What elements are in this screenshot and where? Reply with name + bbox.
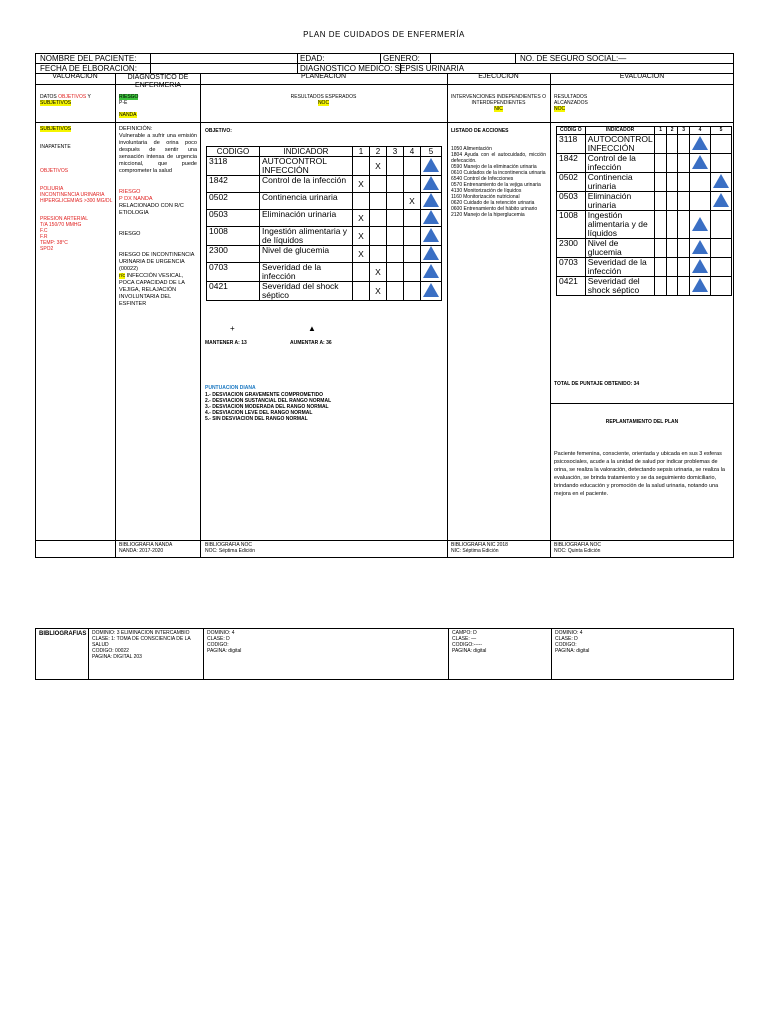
- code-cell: 1008: [557, 211, 586, 239]
- indicator-cell: Eliminación urinaria: [585, 192, 655, 211]
- patient-name-label: NOMBRE DEL PACIENTE:: [40, 54, 137, 63]
- score-cell: [666, 135, 678, 154]
- code-cell: 3118: [557, 135, 586, 154]
- score-cell: [387, 227, 404, 246]
- table-row: [207, 193, 442, 210]
- score-cell: X: [404, 193, 421, 210]
- score-cell: [387, 193, 404, 210]
- evaluacion-table: [556, 126, 732, 296]
- biblio-col2: DOMINIO: 4 CLASE: D CODIGO: PAGINA: digital: [207, 630, 242, 654]
- objetivo-label: OBJETIVO:: [205, 128, 232, 134]
- score-cell: [710, 277, 731, 296]
- triangle-marker: [423, 283, 439, 297]
- paciente-text: Paciente femenina, consciente, orientada y ubicada en sus 3 esferas psicosociales, acude a la unidad de salud por indicar problemas de orina, se realiza la valoración, detectando sepsis urinaria, se realiza la evaluación, se brinda tratamiento y se da seguimiento domiciliario, brindando educación y promoción de la salud urinaria, notando una mejora en el paciente.: [554, 451, 725, 497]
- table-row: [207, 210, 442, 227]
- score-cell: [666, 173, 678, 192]
- indicator-cell: Severidad de la infección: [260, 263, 353, 282]
- score-cell: [353, 263, 370, 282]
- table-row: [207, 227, 442, 246]
- score-cell: [689, 277, 710, 296]
- col-evaluacion: EVALUACION: [619, 73, 665, 80]
- col-diagnostico: DIAGNOSTICO DE ENFERMERIA: [127, 74, 189, 89]
- arrow-symbol: ▲: [308, 324, 316, 333]
- table-header-cell: 2: [666, 127, 678, 135]
- score-cell: [421, 246, 442, 263]
- code-cell: 0502: [207, 193, 260, 210]
- footer-nanda: BIBLIOGRAFIA NANDA NANDA: 2017-2020: [119, 542, 173, 554]
- scale-item: 5.- SIN DESVIACION DEL RANGO NORMAL: [205, 416, 308, 422]
- indicator-cell: Eliminación urinaria: [260, 210, 353, 227]
- accion-item: 2120 Manejo de la hiperglucemia: [451, 212, 525, 218]
- plus-symbol: +: [230, 324, 235, 333]
- score-cell: X: [353, 246, 370, 263]
- mantener-label: MANTENER A: 13: [205, 340, 247, 346]
- table-row: [557, 154, 732, 173]
- intervenciones: INTERVENCIONES INDEPENDIENTES O INTERDEPENDIENTES NIC: [451, 94, 546, 112]
- table-row: [557, 258, 732, 277]
- indicator-cell: Severidad de la infección: [585, 258, 655, 277]
- indicator-cell: AUTOCONTROL INFECCIÓN: [585, 135, 655, 154]
- elab-date-label: FECHA DE ELBORACION:: [40, 64, 137, 73]
- indicator-cell: Ingestión alimentaria y de líquidos: [260, 227, 353, 246]
- score-cell: [421, 227, 442, 246]
- insurance-label: NO. DE SEGURO SOCIAL:—: [520, 54, 627, 63]
- triangle-marker: [423, 210, 439, 224]
- accion-item: 4130 Monitorización de líquidos: [451, 188, 522, 194]
- score-cell: [404, 227, 421, 246]
- score-cell: X: [353, 210, 370, 227]
- table-header-cell: 3: [678, 127, 690, 135]
- triangle-marker: [713, 174, 729, 188]
- table-header-cell: INDICADOR: [585, 127, 655, 135]
- footer-noc: BIBLIOGRAFIA NOC NOC: Séptima Edición: [205, 542, 256, 554]
- aumentar-label: AUMENTAR A: 36: [290, 340, 332, 346]
- score-cell: [655, 173, 667, 192]
- page-title: PLAN DE CUIDADOS DE ENFERMERÍA: [303, 30, 465, 39]
- score-cell: [710, 258, 731, 277]
- code-cell: 3118: [207, 157, 260, 176]
- table-row: [557, 173, 732, 192]
- score-cell: [404, 282, 421, 301]
- table-row: [557, 211, 732, 239]
- indicator-cell: Nivel de glucemia: [585, 239, 655, 258]
- score-cell: [655, 135, 667, 154]
- code-cell: 0503: [557, 192, 586, 211]
- triangle-marker: [692, 136, 708, 150]
- replanteamiento: REPLANTAMIENTO DEL PLAN: [605, 419, 679, 425]
- score-cell: [421, 282, 442, 301]
- table-header-cell: 1: [353, 147, 370, 157]
- indicator-cell: Severidad del shock séptico: [260, 282, 353, 301]
- triangle-marker: [423, 264, 439, 278]
- diagnostico-content: DEFINICIÓN: Vulnerable a sufrir una emisión involuntaria de orina poco después de sentir una sensación intensa de urgencia miccional, que puede comprometer la salud RIESGO P DX NANDA RELACIONADO CON R/C ETIOLOGIA RIESGO RIESGO DE INCONTINENCIA URINARIA DE URGENCIA (00022) r/c INFECCIÓN VESICAL, POCA CAPACIDAD DE LA VEJIGA, RELAJACIÓN INVOLUNTARIA DEL ESFINTER: [119, 126, 197, 307]
- score-cell: [404, 246, 421, 263]
- score-cell: [689, 258, 710, 277]
- score-cell: [689, 239, 710, 258]
- res-esperados: RESULTADOS ESPERADOS NOC: [290, 94, 357, 106]
- total-puntaje: TOTAL DE PUNTAJE OBTENIDO: 34: [554, 381, 640, 387]
- score-cell: [387, 282, 404, 301]
- score-cell: [678, 211, 690, 239]
- accion-item: 0600 Entrenamiento del hábito urinario: [451, 206, 538, 212]
- score-cell: [655, 154, 667, 173]
- table-row: [557, 277, 732, 296]
- triangle-marker: [423, 158, 439, 172]
- scale-item: 2.- DESVIACION SUSTANCIAL DEL RANGO NORMAL: [205, 398, 332, 404]
- triangle-marker: [423, 193, 439, 207]
- score-cell: [678, 135, 690, 154]
- indicator-cell: Continencia urinaria: [585, 173, 655, 192]
- table-row: [557, 192, 732, 211]
- score-cell: [421, 157, 442, 176]
- score-cell: [353, 157, 370, 176]
- gender-label: GENERO:: [383, 54, 420, 63]
- scale-list: [205, 392, 445, 422]
- score-cell: [421, 263, 442, 282]
- triangle-marker: [692, 155, 708, 169]
- table-header-cell: 5: [710, 127, 731, 135]
- score-cell: [678, 277, 690, 296]
- indicator-cell: Control de la infección: [260, 176, 353, 193]
- score-cell: [421, 210, 442, 227]
- col-valoracion: VALORACION: [52, 73, 98, 80]
- table-header-cell: 3: [387, 147, 404, 157]
- score-cell: [710, 173, 731, 192]
- score-cell: [666, 154, 678, 173]
- scale-item: 4.- DESVIACION LEVE DEL RANGO NORMAL: [205, 410, 313, 416]
- code-cell: 0502: [557, 173, 586, 192]
- accion-item: 1050 Alimentación: [451, 146, 492, 152]
- code-cell: 2300: [207, 246, 260, 263]
- medical-dx-label: DIAGNOSTICO MEDICO: SEPSIS URINARIA: [300, 64, 465, 73]
- score-cell: [387, 263, 404, 282]
- score-cell: [370, 246, 387, 263]
- indicator-cell: Nivel de glucemia: [260, 246, 353, 263]
- code-cell: 0703: [207, 263, 260, 282]
- table-header-cell: 4: [404, 147, 421, 157]
- listado-label: LISTADO DE ACCIONES: [451, 128, 509, 134]
- score-cell: [370, 210, 387, 227]
- puntuacion-title: PUNTUACION DIANA: [205, 385, 256, 391]
- score-cell: [710, 192, 731, 211]
- accion-item: 0620 Cuidado de la retención urinaria: [451, 200, 535, 206]
- table-header-cell: 1: [655, 127, 667, 135]
- score-cell: [678, 173, 690, 192]
- planeacion-table: [206, 146, 442, 301]
- table-header-cell: INDICADOR: [260, 147, 353, 157]
- triangle-marker: [713, 193, 729, 207]
- triangle-marker: [423, 228, 439, 242]
- biblio-col3: CAMPO: D CLASE: — CODIGO:----- PAGINA: digital: [452, 630, 487, 654]
- age-label: EDAD:: [300, 54, 325, 63]
- score-cell: [353, 193, 370, 210]
- triangle-marker: [692, 240, 708, 254]
- indicator-cell: Ingestión alimentaria y de líquidos: [585, 211, 655, 239]
- accion-item: 0590 Manejo de la eliminación urinaria: [451, 164, 537, 170]
- table-header-cell: 5: [421, 147, 442, 157]
- indicator-cell: Continencia urinaria: [260, 193, 353, 210]
- score-cell: [404, 157, 421, 176]
- triangle-marker: [692, 259, 708, 273]
- score-cell: [710, 211, 731, 239]
- biblio-col1: DOMINIO: 3 ELIMINACION INTERCAMBIO CLASE: 1: TOMA DE CONSCIENCIA DE LA SALUD CODIGO: 00022 PAGINA: DIGITAL 203: [92, 630, 191, 660]
- table-header-cell: CODIG O: [557, 127, 586, 135]
- table-row: [207, 157, 442, 176]
- accion-item: 1160 Monitorización nutricional: [451, 194, 520, 200]
- col-ejecucion: EJECUCION: [478, 73, 519, 80]
- score-cell: X: [353, 227, 370, 246]
- triangle-marker: [423, 246, 439, 260]
- code-cell: 1842: [557, 154, 586, 173]
- datos-subhead: DATOS OBJETIVOS Y SUBJETIVOS: [40, 94, 91, 106]
- scale-item: 3.- DESVIACION MODERADA DEL RANGO NORMAL: [205, 404, 329, 410]
- triangle-marker: [692, 217, 708, 231]
- scale-item: 1.- DESVIACION GRAVEMENTE COMPROMETIDO: [205, 392, 323, 398]
- score-cell: [404, 210, 421, 227]
- indicator-cell: Severidad del shock séptico: [585, 277, 655, 296]
- table-header-cell: CODIGO: [207, 147, 260, 157]
- table-row: [207, 282, 442, 301]
- code-cell: 1008: [207, 227, 260, 246]
- score-cell: [678, 239, 690, 258]
- score-cell: X: [370, 282, 387, 301]
- code-cell: 0421: [207, 282, 260, 301]
- score-cell: [666, 258, 678, 277]
- score-cell: [710, 154, 731, 173]
- score-cell: [666, 211, 678, 239]
- score-cell: [678, 192, 690, 211]
- score-cell: [387, 176, 404, 193]
- score-cell: [655, 277, 667, 296]
- col-planeacion: PLANEACION: [300, 73, 347, 80]
- score-cell: [689, 192, 710, 211]
- score-cell: [404, 176, 421, 193]
- score-cell: [370, 176, 387, 193]
- biblio-label: BIBLIOGRAFIAS: [39, 631, 87, 637]
- score-cell: [387, 246, 404, 263]
- score-cell: [678, 258, 690, 277]
- valoracion-content: SUBJETIVOS INAPATENTE OBJETIVOS POLIURIA INCONTINENCIA URINARIA HIPERGLICEMIAS >300 MG/DL PRESION ARTERIAL T/A 150/70 MMHG F.C F.R TEMP: 38°C SPO2: [40, 126, 113, 252]
- footer-noc2: BIBLIOGRAFIA NOC NOC: Quinta Edición: [554, 542, 601, 554]
- score-cell: [655, 192, 667, 211]
- score-cell: X: [353, 176, 370, 193]
- score-cell: [689, 211, 710, 239]
- score-cell: [710, 135, 731, 154]
- accion-item: 1804 Ayuda con el autocuidado, micción defecación.: [451, 152, 546, 164]
- table-row: [207, 263, 442, 282]
- score-cell: X: [370, 157, 387, 176]
- indicator-cell: Control de la infección: [585, 154, 655, 173]
- score-cell: [421, 176, 442, 193]
- accion-item: 0570 Entrenamiento de la vejiga urinaria: [451, 182, 541, 188]
- score-cell: [689, 135, 710, 154]
- score-cell: [689, 154, 710, 173]
- table-row: [207, 176, 442, 193]
- accion-item: 6540 Control de Infecciones: [451, 176, 514, 182]
- table-row: [207, 246, 442, 263]
- code-cell: 0703: [557, 258, 586, 277]
- score-cell: [387, 210, 404, 227]
- score-cell: X: [370, 263, 387, 282]
- table-row: [557, 135, 732, 154]
- score-cell: [387, 157, 404, 176]
- score-cell: [710, 239, 731, 258]
- code-cell: 2300: [557, 239, 586, 258]
- indicator-cell: AUTOCONTROL INFECCIÓN: [260, 157, 353, 176]
- code-cell: 1842: [207, 176, 260, 193]
- score-cell: [353, 282, 370, 301]
- biblio-col4: DOMINIO: 4 CLASE: D CODIGO: PAGINA: digital: [555, 630, 590, 654]
- score-cell: [421, 193, 442, 210]
- triangle-marker: [423, 176, 439, 190]
- table-header-cell: 2: [370, 147, 387, 157]
- score-cell: [666, 239, 678, 258]
- table-header-cell: 4: [689, 127, 710, 135]
- res-alcanzados: RESULTADOS ALCANZADOS NOC: [554, 94, 588, 112]
- acciones-list: [451, 146, 546, 218]
- accion-item: 0610 Cuidados de la incontinencia urinaria: [451, 170, 546, 176]
- score-cell: [689, 173, 710, 192]
- footer-nic: BIBLIOGRAFIA NIC 2018 NIC: Séptima Edición: [451, 542, 508, 554]
- code-cell: 0421: [557, 277, 586, 296]
- score-cell: [666, 192, 678, 211]
- score-cell: [678, 154, 690, 173]
- score-cell: [370, 227, 387, 246]
- dx-subhead: RIESGO P-E NANDA: [119, 94, 139, 118]
- score-cell: [370, 193, 387, 210]
- triangle-marker: [692, 278, 708, 292]
- code-cell: 0503: [207, 210, 260, 227]
- score-cell: [404, 263, 421, 282]
- score-cell: [655, 211, 667, 239]
- table-row: [557, 239, 732, 258]
- score-cell: [655, 239, 667, 258]
- score-cell: [666, 277, 678, 296]
- score-cell: [655, 258, 667, 277]
